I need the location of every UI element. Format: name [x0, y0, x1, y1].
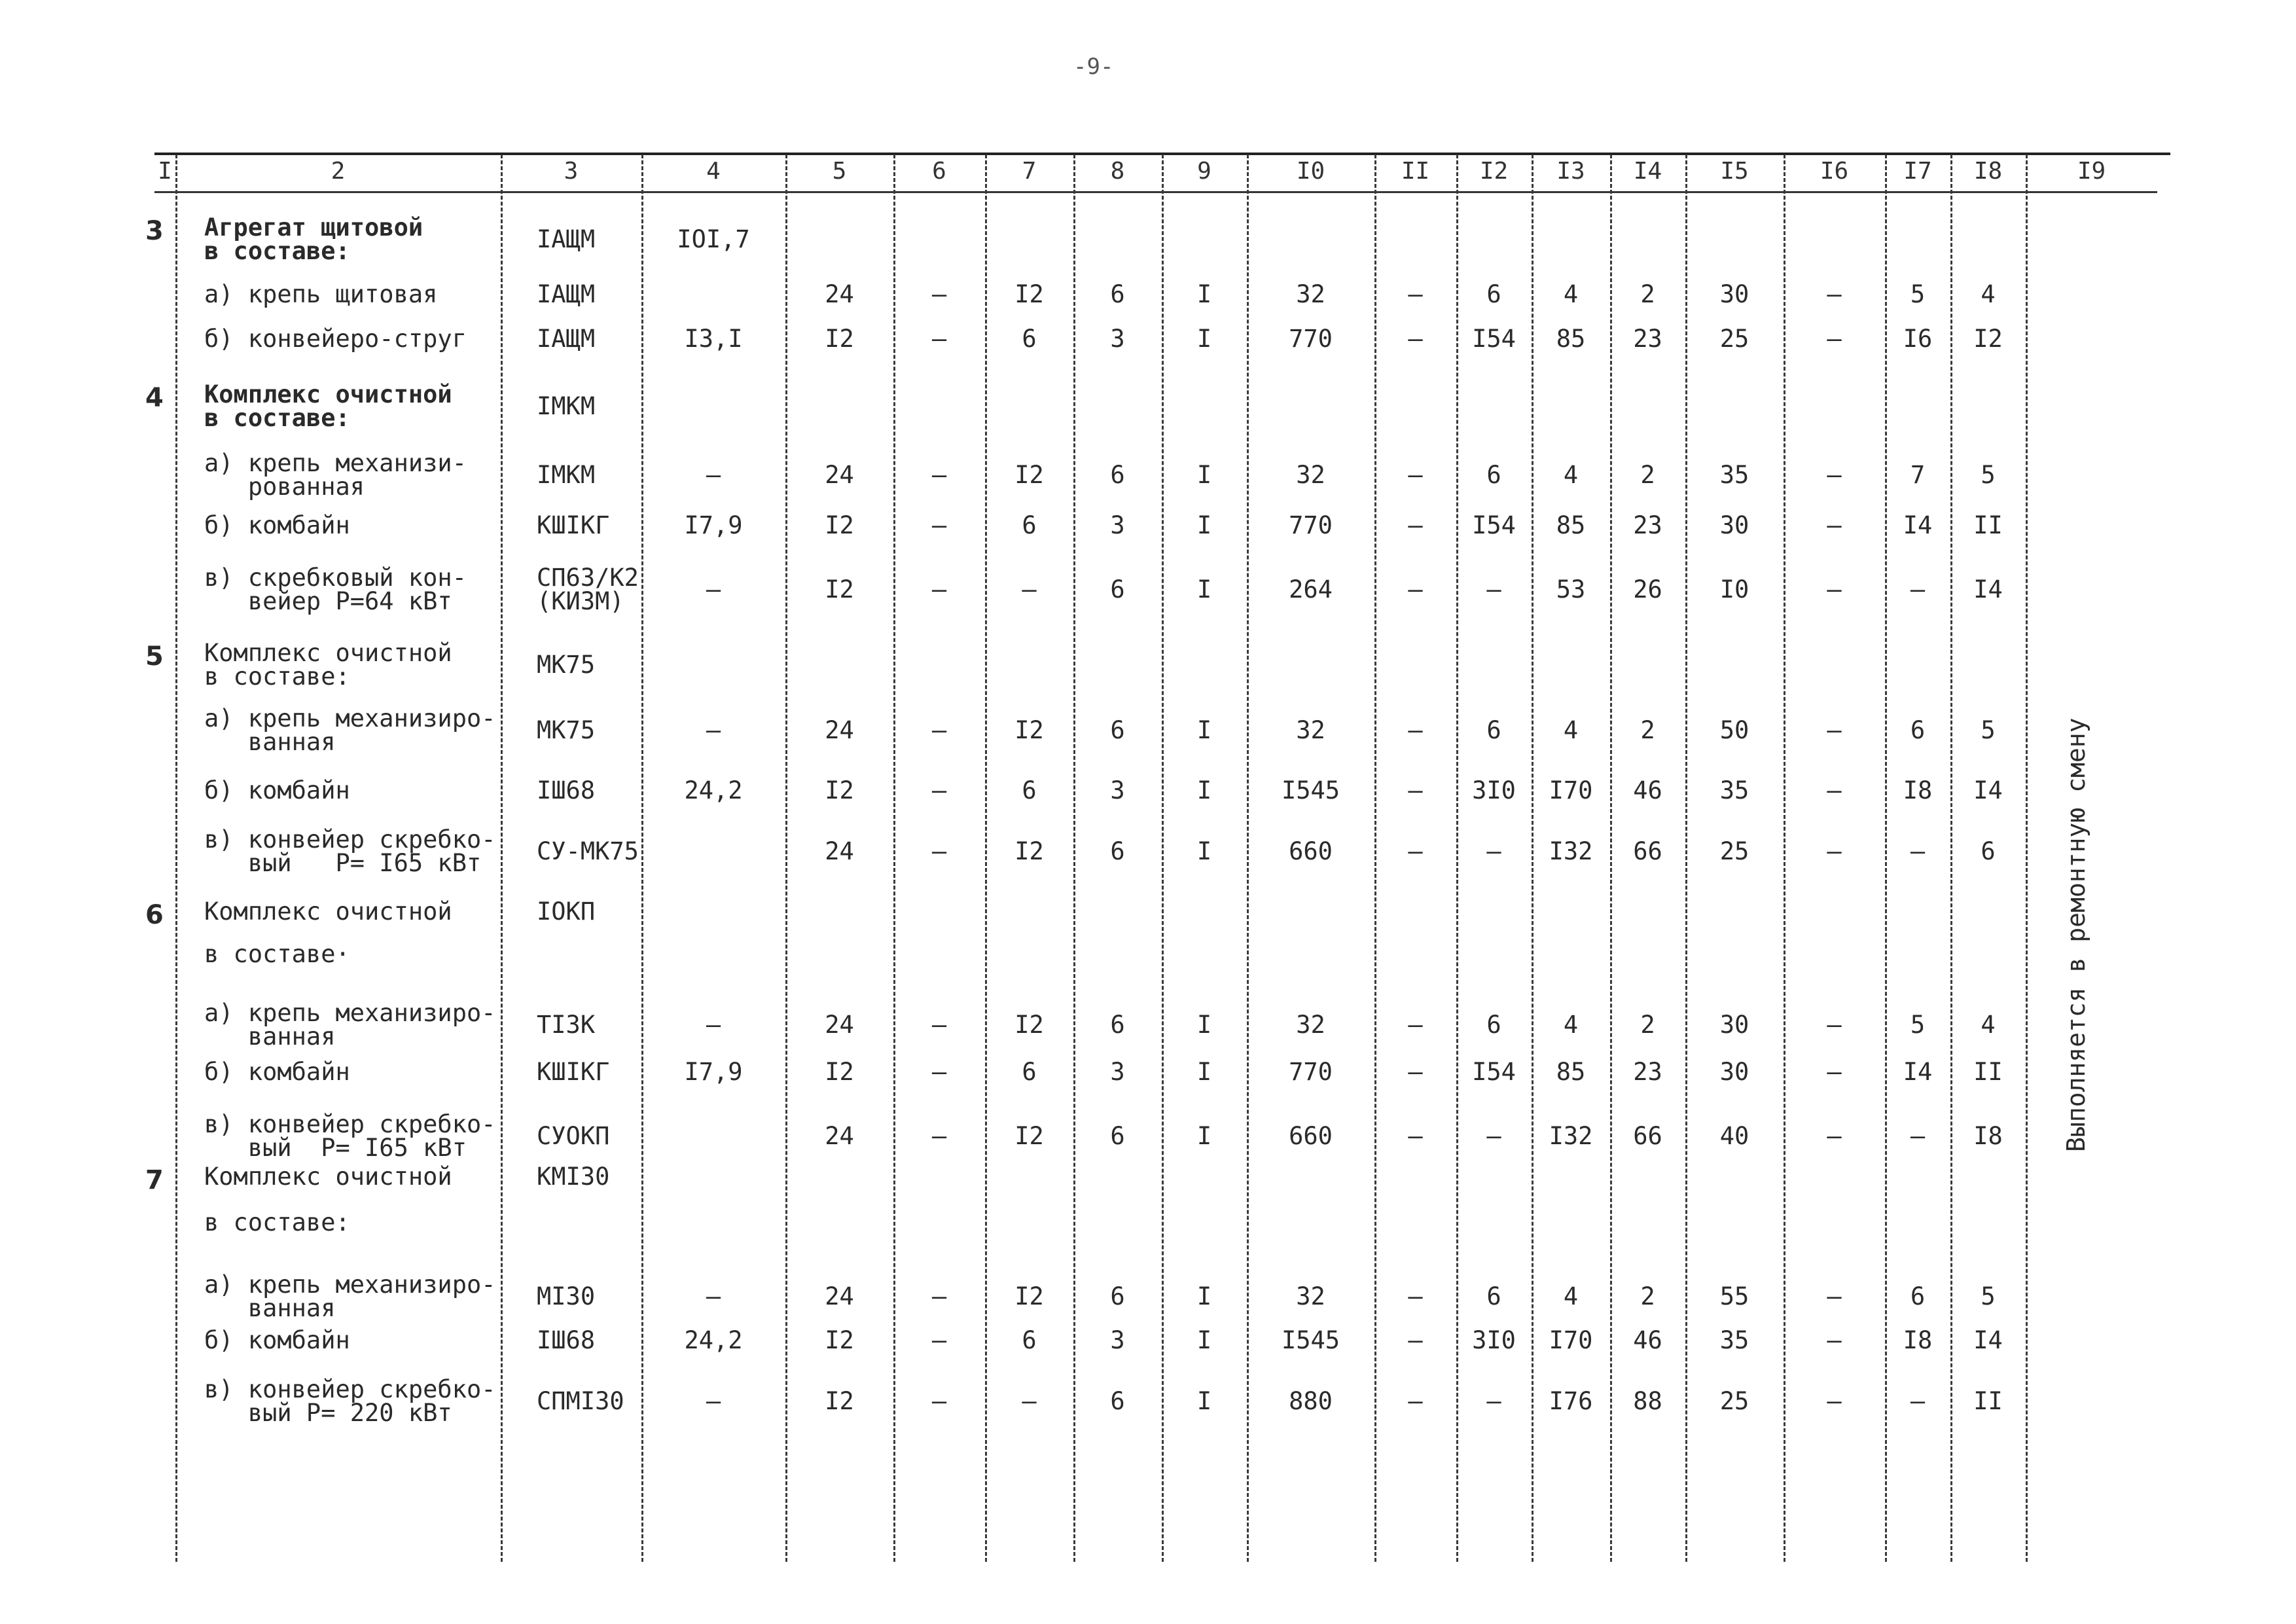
row-value: 23: [1633, 325, 1662, 353]
row-value: 35: [1719, 1326, 1749, 1354]
row-value: –: [1827, 1387, 1842, 1415]
row-number: 7: [145, 1165, 164, 1195]
row-name: б) комбайн: [204, 1326, 350, 1354]
row-code: IМКМ: [537, 392, 596, 420]
row-value: –: [1408, 1058, 1423, 1086]
row-value: –: [1022, 1387, 1037, 1415]
row-value: 30: [1719, 1058, 1749, 1086]
row-value: 3: [1110, 1058, 1125, 1086]
row-value: 30: [1719, 280, 1749, 308]
row-value: 32: [1296, 1282, 1325, 1310]
row-value: I: [1196, 1326, 1212, 1354]
column-header: 2: [331, 158, 346, 185]
row-value: 32: [1296, 461, 1325, 489]
row-code: КМI30: [537, 1163, 610, 1191]
row-value: 2: [1640, 461, 1655, 489]
row-value: –: [1408, 1122, 1423, 1150]
row-value: 6: [1110, 1122, 1125, 1150]
row-name: б) комбайн: [204, 1058, 350, 1086]
row-name: Комплекс очистной в составе:: [204, 380, 452, 432]
row-value: 32: [1296, 716, 1325, 744]
row-value: I2: [825, 325, 854, 353]
row-value-col4: I7,9: [684, 1058, 743, 1086]
row-value: –: [931, 1122, 947, 1150]
row-value: 4: [1563, 1282, 1579, 1310]
column-header: I9: [2077, 158, 2106, 185]
row-value: –: [1408, 1282, 1423, 1310]
row-value: –: [1827, 1326, 1842, 1354]
row-value: I2: [1014, 837, 1044, 865]
row-value: –: [1827, 1282, 1842, 1310]
row-value: –: [1408, 776, 1423, 804]
row-value: –: [1486, 1387, 1501, 1415]
row-value: –: [1486, 837, 1501, 865]
row-value: –: [931, 1326, 947, 1354]
row-name: в составе·: [204, 940, 350, 968]
column-header: 5: [832, 158, 847, 185]
row-value: –: [1827, 280, 1842, 308]
row-value: 6: [1022, 1058, 1037, 1086]
row-value: I0: [1719, 575, 1749, 604]
row-value: –: [931, 776, 947, 804]
row-value: –: [1827, 1058, 1842, 1086]
row-value: –: [931, 1282, 947, 1310]
row-value: 85: [1556, 1058, 1586, 1086]
row-value-col4: IOI,7: [677, 225, 750, 253]
row-value: I: [1196, 1387, 1212, 1415]
row-value: 6: [1110, 716, 1125, 744]
row-name: б) конвейеро-струг: [204, 325, 467, 353]
row-value: I2: [1014, 1282, 1044, 1310]
row-value: 6: [1110, 837, 1125, 865]
column-divider: [2026, 154, 2028, 1562]
row-code: IОКП: [537, 897, 596, 926]
row-name: а) крепь механизи- рованная: [204, 449, 467, 501]
row-name: а) крепь механизиро- ванная: [204, 704, 496, 756]
row-value: –: [1408, 716, 1423, 744]
row-value: –: [1827, 575, 1842, 604]
row-value: 6: [1110, 461, 1125, 489]
row-name: а) крепь механизиро- ванная: [204, 999, 496, 1051]
row-value: I54: [1472, 1058, 1516, 1086]
row-code: МI30: [537, 1282, 596, 1310]
row-code: КШIКГ: [537, 511, 610, 539]
row-value: 66: [1633, 837, 1662, 865]
row-value: 6: [1110, 1387, 1125, 1415]
row-value: –: [1827, 1011, 1842, 1039]
column-header: I: [158, 158, 172, 185]
row-value: I8: [1973, 1122, 2003, 1150]
row-value-col4: –: [706, 461, 721, 489]
row-value: 4: [1563, 280, 1579, 308]
row-value: 23: [1633, 1058, 1662, 1086]
row-value: I: [1196, 511, 1212, 539]
row-value: 2: [1640, 1282, 1655, 1310]
row-name: Агрегат щитовой в составе:: [204, 213, 423, 265]
row-value: 3I0: [1472, 776, 1516, 804]
row-code: МК75: [537, 651, 596, 679]
row-value: 85: [1556, 325, 1586, 353]
row-value: –: [1408, 837, 1423, 865]
row-name: а) крепь механизиро- ванная: [204, 1271, 496, 1322]
column-header: 8: [1110, 158, 1125, 185]
row-value: 5: [1910, 1011, 1926, 1039]
row-name: Комплекс очистной в составе:: [204, 639, 452, 691]
row-value: –: [1408, 575, 1423, 604]
row-value: I4: [1903, 1058, 1933, 1086]
row-value: 5: [1981, 716, 1996, 744]
row-value: 24: [825, 1011, 854, 1039]
row-value: 85: [1556, 511, 1586, 539]
row-value: 3: [1110, 776, 1125, 804]
row-value: I2: [1014, 461, 1044, 489]
row-value: –: [931, 461, 947, 489]
row-value: 46: [1633, 776, 1662, 804]
row-value: I32: [1549, 837, 1593, 865]
column-header: I0: [1296, 158, 1325, 185]
page-number: -9-: [1073, 54, 1114, 80]
row-value: 5: [1910, 280, 1926, 308]
row-value: 4: [1563, 461, 1579, 489]
row-value: 35: [1719, 461, 1749, 489]
column-divider: [175, 154, 177, 1562]
row-value-col4: –: [706, 716, 721, 744]
row-value: 880: [1289, 1387, 1333, 1415]
row-value: 6: [1486, 1282, 1501, 1310]
row-value: 6: [1910, 716, 1926, 744]
row-value: I4: [1973, 776, 2003, 804]
row-value: 24: [825, 1282, 854, 1310]
row-value: I32: [1549, 1122, 1593, 1150]
row-value: I: [1196, 776, 1212, 804]
row-value: 6: [1486, 1011, 1501, 1039]
row-value-col4: –: [706, 1387, 721, 1415]
column-header: II: [1401, 158, 1430, 185]
row-value: –: [1910, 837, 1926, 865]
row-value: 2: [1640, 1011, 1655, 1039]
row-value: –: [1910, 1387, 1926, 1415]
row-value: –: [931, 1387, 947, 1415]
row-code: IАЩМ: [537, 280, 596, 308]
row-value: I2: [1014, 280, 1044, 308]
row-value: –: [1408, 1326, 1423, 1354]
row-value: 264: [1289, 575, 1333, 604]
row-value: I: [1196, 575, 1212, 604]
column-header: I4: [1633, 158, 1662, 185]
row-code: IМКМ: [537, 461, 596, 489]
row-value: 660: [1289, 1122, 1333, 1150]
row-value: –: [931, 716, 947, 744]
row-value-col4: 24,2: [684, 776, 743, 804]
row-value: –: [931, 837, 947, 865]
row-value: I4: [1973, 575, 2003, 604]
row-code: IАЩМ: [537, 325, 596, 353]
row-value: –: [1827, 511, 1842, 539]
row-value: –: [931, 325, 947, 353]
column-divider: [501, 154, 503, 1562]
row-name: Комплекс очистной: [204, 1163, 452, 1191]
row-value: 26: [1633, 575, 1662, 604]
row-value: –: [931, 1058, 947, 1086]
row-value: 46: [1633, 1326, 1662, 1354]
row-value: I: [1196, 1282, 1212, 1310]
row-code: IШ68: [537, 1326, 596, 1354]
row-value: 24: [825, 280, 854, 308]
row-value: II: [1973, 511, 2003, 539]
row-value: I2: [825, 776, 854, 804]
row-value: 25: [1719, 837, 1749, 865]
row-code: СП63/К2 (КИЗМ): [537, 564, 639, 615]
row-value: 88: [1633, 1387, 1662, 1415]
row-value-col4: –: [706, 1282, 721, 1310]
row-value: I2: [825, 1387, 854, 1415]
row-value: I2: [825, 1326, 854, 1354]
row-value: –: [1408, 325, 1423, 353]
row-value: 6: [1486, 280, 1501, 308]
row-code: КШIКГ: [537, 1058, 610, 1086]
row-value: 30: [1719, 1011, 1749, 1039]
row-value-col4: –: [706, 575, 721, 604]
row-value: 5: [1981, 461, 1996, 489]
row-number: 4: [145, 383, 164, 413]
row-value: I8: [1903, 1326, 1933, 1354]
column-header: 4: [706, 158, 721, 185]
row-value: –: [1486, 1122, 1501, 1150]
row-value: –: [1022, 575, 1037, 604]
row-value: 3I0: [1472, 1326, 1516, 1354]
row-value: 40: [1719, 1122, 1749, 1150]
row-value: 66: [1633, 1122, 1662, 1150]
row-value: 6: [1022, 511, 1037, 539]
row-value: –: [1827, 325, 1842, 353]
row-value: 24: [825, 716, 854, 744]
row-value: I2: [825, 511, 854, 539]
row-value: 6: [1110, 280, 1125, 308]
row-value: I6: [1903, 325, 1933, 353]
row-value: 6: [1981, 837, 1996, 865]
row-value: 4: [1981, 280, 1996, 308]
row-value: I2: [825, 1058, 854, 1086]
row-value: –: [1827, 837, 1842, 865]
row-value: I4: [1973, 1326, 2003, 1354]
row-value: 6: [1486, 461, 1501, 489]
row-value: 5: [1981, 1282, 1996, 1310]
row-value: –: [1408, 280, 1423, 308]
row-value: I2: [1014, 716, 1044, 744]
row-name: в) конвейер скребко- вый P= I65 кВт: [204, 825, 496, 877]
row-value: 6: [1110, 1282, 1125, 1310]
row-value-col4: I7,9: [684, 511, 743, 539]
row-value: 55: [1719, 1282, 1749, 1310]
row-value: –: [1408, 1387, 1423, 1415]
row-value: –: [1827, 461, 1842, 489]
row-value: 4: [1563, 716, 1579, 744]
row-value: I: [1196, 280, 1212, 308]
row-value: I: [1196, 1011, 1212, 1039]
row-value: 4: [1563, 1011, 1579, 1039]
row-value: 770: [1289, 511, 1333, 539]
row-value: 25: [1719, 325, 1749, 353]
column-header: I8: [1973, 158, 2003, 185]
row-value: I2: [1973, 325, 2003, 353]
column-header: I3: [1556, 158, 1585, 185]
row-value: I: [1196, 1058, 1212, 1086]
row-value: 32: [1296, 1011, 1325, 1039]
row-value: –: [1827, 776, 1842, 804]
row-number: 5: [145, 641, 164, 672]
row-value: –: [931, 1011, 947, 1039]
row-value: 2: [1640, 280, 1655, 308]
row-value: I: [1196, 1122, 1212, 1150]
row-value: 35: [1719, 776, 1749, 804]
row-value: I2: [1014, 1011, 1044, 1039]
row-value: 6: [1110, 575, 1125, 604]
row-value: –: [1408, 1011, 1423, 1039]
table-header-rule: [154, 191, 2157, 193]
vertical-note: Выполняется в ремонтную смену: [2062, 717, 2090, 1152]
row-value: 25: [1719, 1387, 1749, 1415]
row-value: 3: [1110, 325, 1125, 353]
row-value: –: [1910, 575, 1926, 604]
row-code: ТI3К: [537, 1011, 596, 1039]
row-code: IШ68: [537, 776, 596, 804]
row-value: –: [931, 511, 947, 539]
row-value: 24: [825, 837, 854, 865]
row-name: в) конвейер скребко- вый P= 220 кВт: [204, 1375, 496, 1427]
row-value: I2: [825, 575, 854, 604]
row-value: 3: [1110, 511, 1125, 539]
row-name: а) крепь щитовая: [204, 280, 438, 308]
column-header: 7: [1022, 158, 1037, 185]
row-name: б) комбайн: [204, 776, 350, 804]
row-value: I545: [1281, 776, 1340, 804]
row-value: 6: [1022, 776, 1037, 804]
row-value: 770: [1289, 1058, 1333, 1086]
column-header: 9: [1197, 158, 1211, 185]
row-value: 660: [1289, 837, 1333, 865]
row-code: IАЩМ: [537, 225, 596, 253]
column-header: I7: [1903, 158, 1932, 185]
column-header: I5: [1720, 158, 1749, 185]
row-value: I2: [1014, 1122, 1044, 1150]
row-value: 6: [1486, 716, 1501, 744]
row-value-col4: –: [706, 1011, 721, 1039]
row-code: СУОКП: [537, 1122, 610, 1150]
row-value: 23: [1633, 511, 1662, 539]
row-value: 24: [825, 461, 854, 489]
row-number: 3: [145, 216, 164, 246]
row-number: 6: [145, 900, 164, 930]
row-value: –: [1486, 575, 1501, 604]
row-value: II: [1973, 1058, 2003, 1086]
row-value: 6: [1110, 1011, 1125, 1039]
row-value-col4: I3,I: [684, 325, 743, 353]
row-value: I70: [1549, 1326, 1593, 1354]
row-value: –: [1827, 1122, 1842, 1150]
row-value: I: [1196, 325, 1212, 353]
row-value: –: [1408, 461, 1423, 489]
row-value: 3: [1110, 1326, 1125, 1354]
row-value: I76: [1549, 1387, 1593, 1415]
row-value: II: [1973, 1387, 2003, 1415]
column-header: I6: [1820, 158, 1849, 185]
row-value: 4: [1981, 1011, 1996, 1039]
row-value: I: [1196, 837, 1212, 865]
row-value: –: [931, 575, 947, 604]
row-value: 770: [1289, 325, 1333, 353]
row-value: I4: [1903, 511, 1933, 539]
row-value: I: [1196, 461, 1212, 489]
row-value: 6: [1910, 1282, 1926, 1310]
row-value: 6: [1022, 325, 1037, 353]
row-value: 53: [1556, 575, 1586, 604]
row-name: в составе:: [204, 1208, 350, 1236]
row-value: –: [1910, 1122, 1926, 1150]
row-value: I545: [1281, 1326, 1340, 1354]
row-value: I: [1196, 716, 1212, 744]
row-value: 30: [1719, 511, 1749, 539]
row-name: Комплекс очистной: [204, 897, 452, 926]
row-value: I54: [1472, 511, 1516, 539]
row-name: б) комбайн: [204, 511, 350, 539]
row-value-col4: 24,2: [684, 1326, 743, 1354]
column-header: 3: [564, 158, 579, 185]
column-header: 6: [932, 158, 946, 185]
row-value: 50: [1719, 716, 1749, 744]
column-header: I2: [1479, 158, 1509, 185]
row-value: 6: [1022, 1326, 1037, 1354]
row-value: 24: [825, 1122, 854, 1150]
row-code: СПМI30: [537, 1387, 624, 1415]
row-value: 7: [1910, 461, 1926, 489]
row-code: МК75: [537, 716, 596, 744]
row-name: в) конвейер скребко- вый P= I65 кВт: [204, 1110, 496, 1162]
row-name: в) скребковый кон- вейер P=64 кВт: [204, 564, 467, 615]
row-code: СУ-МК75: [537, 837, 639, 865]
row-value: –: [931, 280, 947, 308]
row-value: –: [1408, 511, 1423, 539]
row-value: I8: [1903, 776, 1933, 804]
row-value: –: [1827, 716, 1842, 744]
row-value: 32: [1296, 280, 1325, 308]
row-value: I54: [1472, 325, 1516, 353]
row-value: I70: [1549, 776, 1593, 804]
row-value: 2: [1640, 716, 1655, 744]
